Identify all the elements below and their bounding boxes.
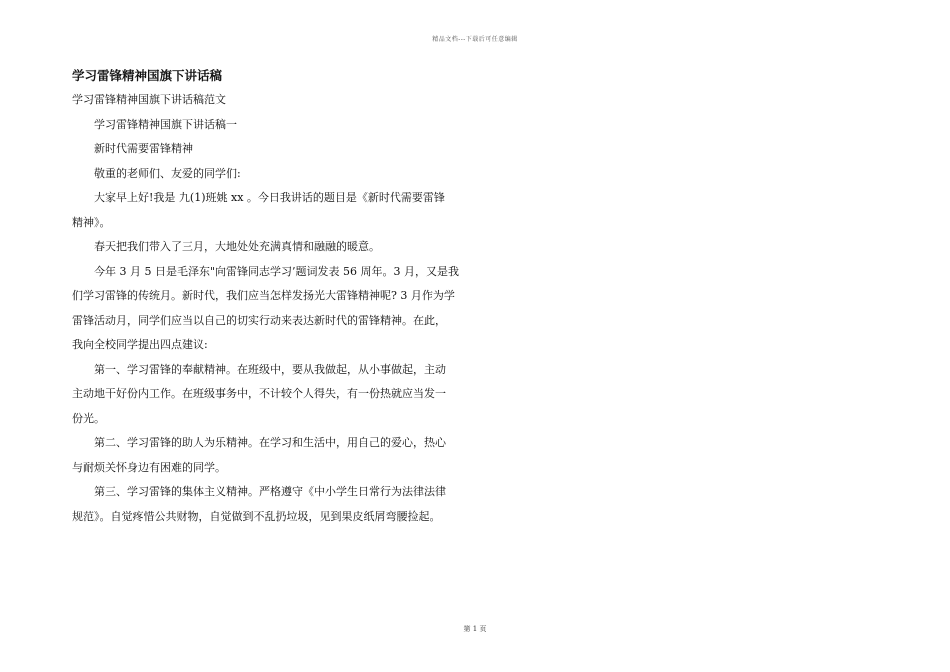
paragraph-suggestion-2 [72, 431, 464, 480]
paragraph-greeting [72, 186, 464, 235]
paragraph-spring [72, 235, 464, 260]
paragraph-line: 第三、学习雷锋的集体主义精神。严格遵守《中小学生日常行为法律法律 [94, 485, 446, 498]
paragraph-anniversary [72, 260, 464, 358]
paragraph-suggestion-1 [72, 358, 464, 432]
paragraph-line: 我向全校同学提出四点建议: [72, 338, 208, 351]
paragraph-line: 主动地干好份内工作。在班级事务中，不计较个人得失，有一份热就应当发一 [72, 387, 446, 400]
paragraph-line: 今年 3 月 5 日是毛泽东"向雷锋同志学习’题词发表 56 周年。3 月，又是我 [94, 264, 460, 278]
page-number: 第 1 页 [463, 625, 487, 633]
paragraph-line: 规范》。自觉疼惜公共财物，自觉做到不乱扔垃圾，见到果皮纸屑弯腰捡起。 [72, 509, 441, 523]
paragraph-line: 第一、学习雷锋的奉献精神。在班级中，要从我做起，从小事做起，主动 [94, 362, 446, 376]
paragraph-suggestion-3 [72, 480, 464, 529]
paragraph-line: 们学习雷锋的传统月。新时代，我们应当怎样发扬光大雷锋精神呢? 3 月作为学 [72, 289, 455, 302]
paragraph-line: 第二、学习雷锋的助人为乐精神。在学习和生活中，用自己的爱心，热心 [94, 436, 446, 449]
document-subtitle: 学习雷锋精神国旗下讲话稿范文 [72, 93, 226, 106]
paragraph-line: 精神》。 [72, 215, 111, 229]
paragraph-line: 大家早上好!我是 九(1)班姚 xx 。今日我讲话的题目是《新时代需要雷锋 [94, 191, 445, 204]
paragraph-line: 份光。 [72, 411, 105, 425]
paragraph-line: 雷锋活动月，同学们应当以自己的切实行动来表达新时代的雷锋精神。在此， [72, 313, 446, 327]
document-title: 学习雷锋精神国旗下讲话稿 [72, 68, 223, 83]
paragraph-line: 春天把我们带入了三月，大地处处充满真情和融融的暖意。 [94, 240, 380, 253]
salutation: 敬重的老师们、友爱的同学们: [94, 166, 241, 180]
document-body [72, 64, 464, 529]
speech-title: 新时代需要雷锋精神 [94, 142, 193, 155]
section-heading: 学习雷锋精神国旗下讲话稿一 [94, 117, 237, 131]
paragraph-line: 与耐烦关怀身边有困难的同学。 [72, 460, 226, 474]
page-header: 精品文档---下载后可任意编辑 [432, 36, 518, 43]
